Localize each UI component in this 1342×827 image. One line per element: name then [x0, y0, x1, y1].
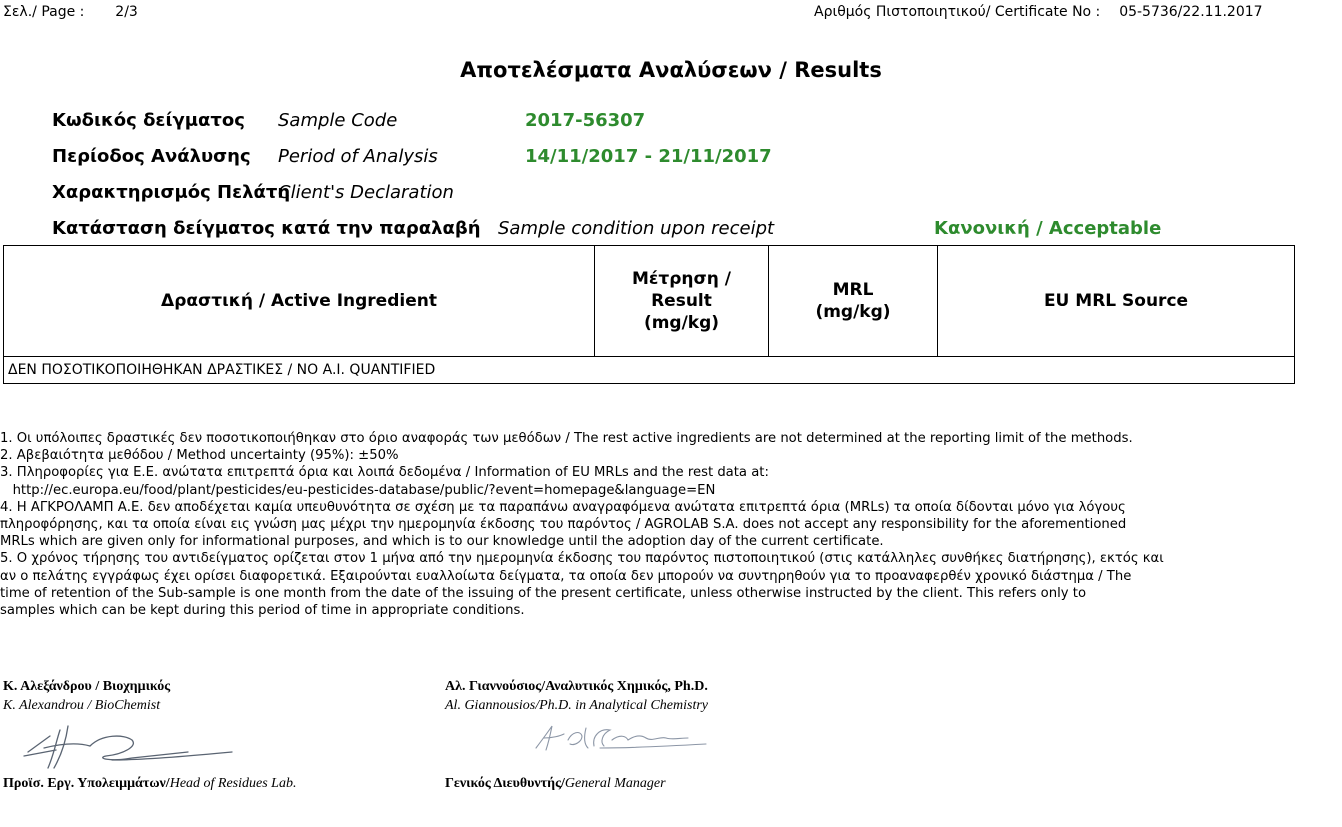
- sample-condition-value: Κανονική / Acceptable: [934, 218, 1162, 239]
- right-signer-name-en: Al. Giannousios/Ph.D. in Analytical Chemistry: [445, 698, 709, 713]
- left-signer-name-en: K. Alexandrou / BioChemist: [3, 698, 161, 713]
- sample-condition-label-en: Sample condition upon receipt: [498, 218, 775, 239]
- col-eu-mrl-source: EU MRL Source: [938, 246, 1295, 357]
- analysis-period-label-en: Period of Analysis: [278, 146, 438, 167]
- left-role-gr: Προϊσ. Εργ. Υπολειμμάτων/: [3, 776, 170, 791]
- client-declaration-label-en: Client's Declaration: [278, 182, 454, 203]
- client-declaration-label-gr: Χαρακτηρισμός Πελάτη: [52, 182, 291, 203]
- note-line: MRLs which are given only for informational purposes, and which is to our knowledge until the adoption day of the current certificate.: [0, 534, 884, 550]
- left-signer-name-gr: Κ. Αλεξάνδρου / Βιοχημικός: [3, 679, 171, 694]
- note-line: time of retention of the Sub-sample is one month from the date of the issuing of the present certificate, unless otherwise instructed by the client. This refers only to: [0, 585, 1087, 601]
- analysis-period-label-gr: Περίοδος Ανάλυσης: [52, 146, 251, 167]
- col-mrl-line2: (mg/kg): [815, 302, 891, 322]
- right-signature-image: [530, 718, 710, 754]
- note-link: http://ec.europa.eu/food/plant/pesticides/eu-pesticides-database/public/?event=homepage&language=EN: [0, 482, 716, 498]
- note-line: 5. Ο χρόνος τήρησης του αντιδείγματος ορίζεται στον 1 μήνα από την ημερομηνία έκδοσης του παρόντος πιστοποιητικού (στις κατάλληλες συνθήκες διατήρησης), εκτός και: [0, 551, 1164, 567]
- note-line: 1. Οι υπόλοιπες δραστικές δεν ποσοτικοποιήθηκαν στο όριο αναφοράς των μεθόδων / The rest active ingredients are not determined at the reporting limit of the methods.: [0, 431, 1133, 446]
- sample-condition-label-gr: Κατάσταση δείγματος κατά την παραλαβή: [52, 218, 481, 239]
- note-line: 2. Αβεβαιότητα μεθόδου / Method uncertainty (95%): ±50%: [0, 448, 399, 464]
- notes-section: [0, 430, 1340, 619]
- left-role-en: Head of Residues Lab.: [169, 776, 297, 791]
- right-role-en: General Manager: [564, 776, 666, 791]
- col-mrl-line1: MRL: [832, 280, 874, 300]
- note-line: 4. Η ΑΓΚΡΟΛΑΜΠ Α.Ε. δεν αποδέχεται καμία υπευθυνότητα σε σχέση με τα παραπάνω αναγραφόμενα ανώτατα επιτρεπτά όρια (MRLs) τα οποία δίδονται μόνο για λόγους: [0, 499, 1126, 515]
- sample-code-label-en: Sample Code: [278, 110, 398, 131]
- cert-value: 05-5736/22.11.2017: [1119, 4, 1263, 20]
- note-line: πληροφόρησης, και τα οποία είναι εις γνώση μας μέχρι την ημερομηνία έκδοσης του παρόντος / AGROLAB S.A. does not accept any responsibility for the aforementioned: [0, 517, 1127, 533]
- no-ai-quantified-row: ΔΕΝ ΠΟΣΟΤΙΚΟΠΟΙΗΘΗΚΑΝ ΔΡΑΣΤΙΚΕΣ / NO A.I. QUANTIFIED: [4, 357, 1295, 384]
- page-indicator: [3, 4, 138, 20]
- note-line: 3. Πληροφορίες για Ε.Ε. ανώτατα επιτρεπτά όρια και λοιπά δεδομένα / Information of EU MRLs and the rest data at:: [0, 465, 769, 481]
- col-result-line1: Μέτρηση /: [632, 269, 731, 289]
- page-title: Αποτελέσματα Αναλύσεων / Results: [460, 58, 882, 82]
- table-row: [4, 357, 1295, 384]
- col-active-ingredient: Δραστική / Active Ingredient: [4, 246, 595, 357]
- right-signer-name-gr: Αλ. Γιαννούσιος/Αναλυτικός Χημικός, Ph.D.: [445, 679, 708, 694]
- col-mrl: [769, 246, 938, 357]
- table-header-row: [4, 246, 1295, 357]
- sample-code-label-gr: Κωδικός δείγματος: [52, 110, 245, 131]
- certificate-number: [814, 4, 1263, 20]
- right-role-gr: Γενικός Διευθυντής/: [445, 776, 565, 791]
- col-result-line3: (mg/kg): [643, 313, 720, 333]
- page-label: Σελ./ Page :: [3, 4, 85, 20]
- cert-label: Αριθμός Πιστοποιητικού/ Certificate No :: [814, 4, 1101, 20]
- left-signer-role: [3, 776, 296, 792]
- note-line: samples which can be kept during this period of time in appropriate conditions.: [0, 603, 525, 619]
- right-signer-role: [445, 776, 666, 792]
- col-result: [595, 246, 769, 357]
- left-signature-image: [20, 716, 240, 772]
- page-value: 2/3: [115, 4, 138, 20]
- note-line: αν ο πελάτης εγγράφως έχει ορίσει διαφορετικά. Εξαιρούνται ευαλλοίωτα δείγματα, τα οποία δεν μπορούν να συντηρηθούν για το προαναφερθέν χρονικό διάστημα / The: [0, 568, 1132, 584]
- col-result-line2: Result: [651, 291, 712, 311]
- results-table: [3, 245, 1295, 384]
- sample-code-value: 2017-56307: [525, 110, 646, 131]
- analysis-period-value: 14/11/2017 - 21/11/2017: [525, 146, 772, 167]
